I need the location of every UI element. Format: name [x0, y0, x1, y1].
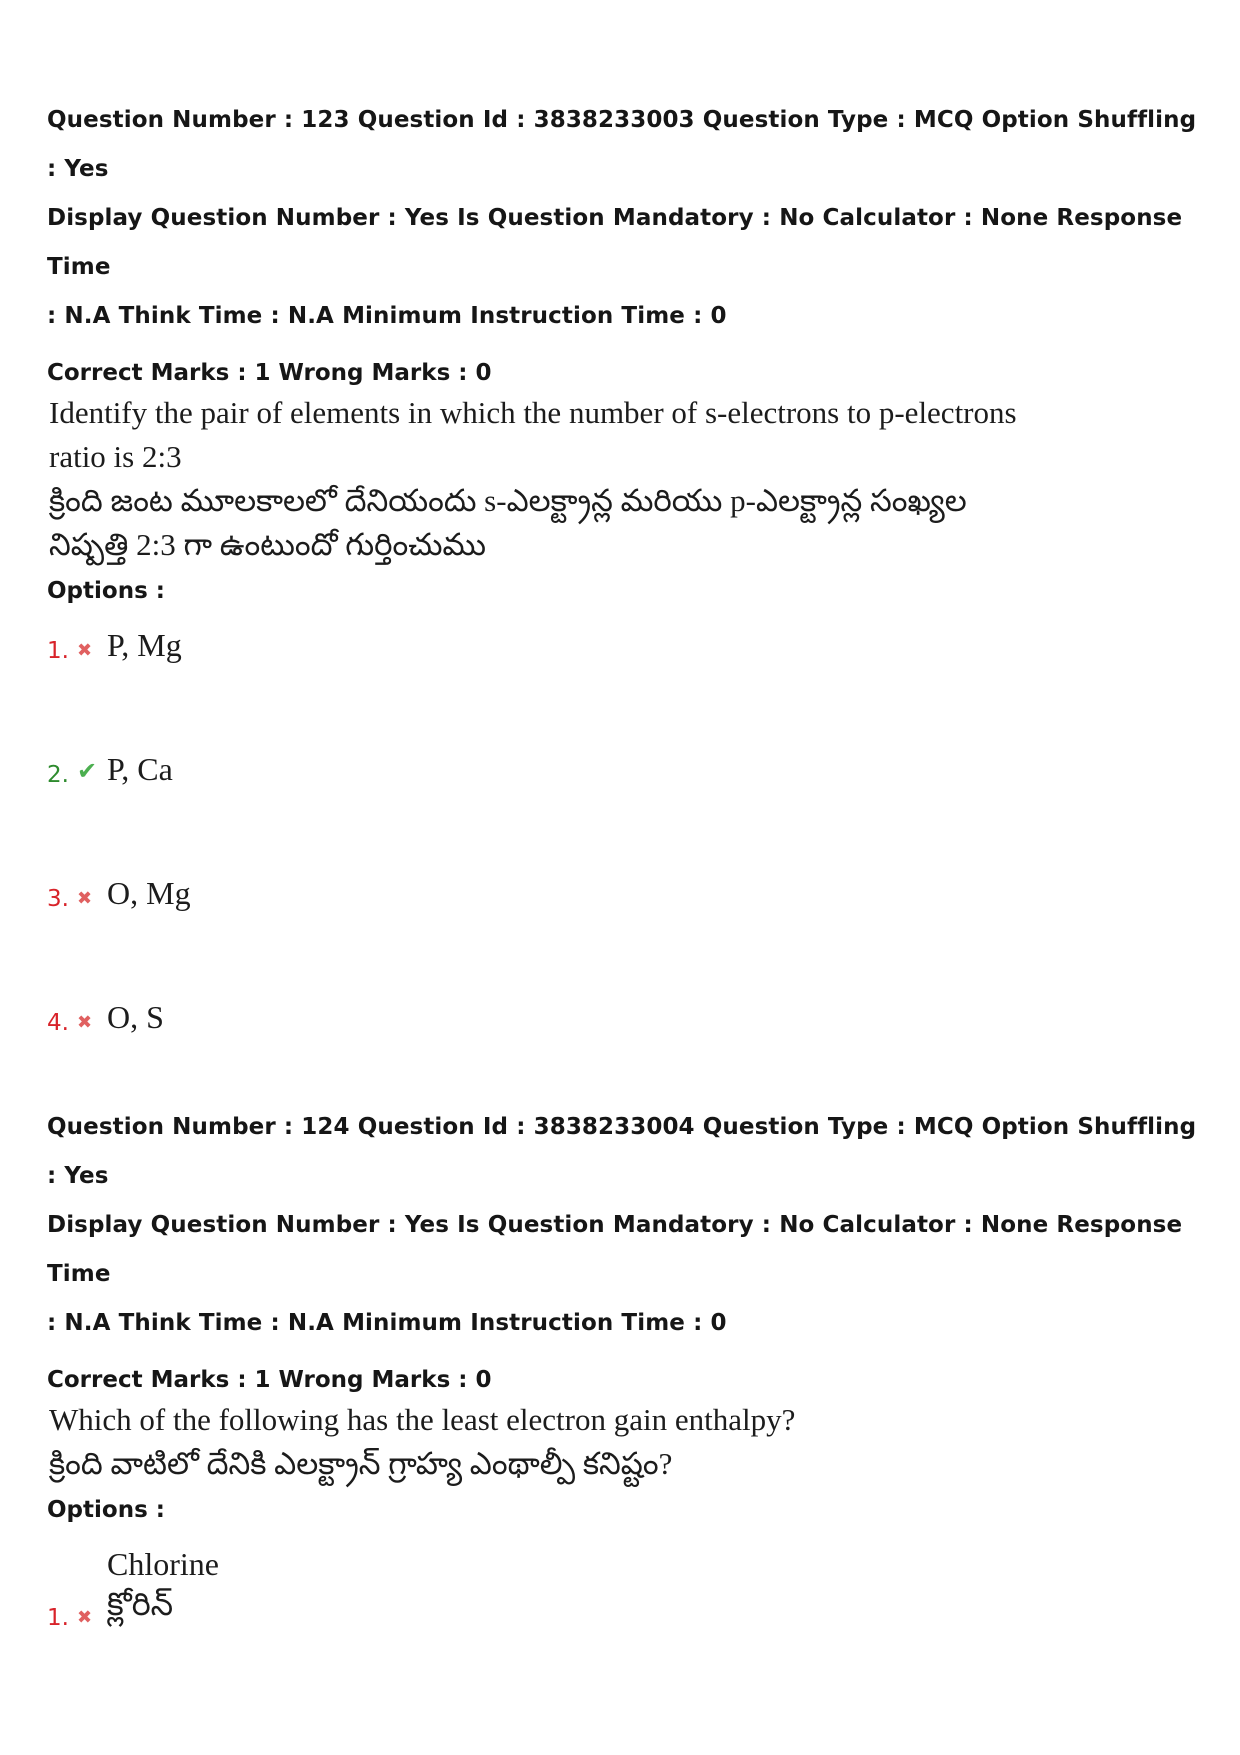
option-number: 3. — [47, 886, 69, 912]
option-2 — [47, 749, 1207, 873]
option-text — [107, 997, 164, 1037]
option-number: 1. — [47, 1605, 69, 1631]
meta-line: : N.A Think Time : N.A Minimum Instruction Time : 0 — [47, 1310, 727, 1336]
option-text — [107, 749, 173, 789]
cross-icon: ✖ — [77, 1012, 93, 1033]
marks-line: Correct Marks : 1 Wrong Marks : 0 — [47, 360, 492, 386]
question-meta — [47, 1103, 1207, 1348]
cross-icon: ✖ — [77, 888, 93, 909]
option-1 — [47, 1544, 1207, 1654]
option-text — [107, 873, 191, 913]
option-number: 2. — [47, 762, 69, 788]
question-123 — [47, 96, 1207, 1121]
question-text — [49, 391, 1207, 567]
question-text — [49, 1398, 1207, 1486]
cross-icon: ✖ — [77, 640, 93, 661]
option-number: 1. — [47, 638, 69, 664]
option-text-line: P, Ca — [107, 751, 173, 787]
check-icon: ✔ — [77, 757, 98, 785]
option-text-line: Chlorine — [107, 1546, 219, 1582]
marks-line: Correct Marks : 1 Wrong Marks : 0 — [47, 1367, 492, 1393]
meta-line: Display Question Number : Yes Is Question Mandatory : No Calculator : None Response Time — [47, 1212, 1183, 1287]
meta-line: Question Number : 123 Question Id : 3838233003 Question Type : MCQ Option Shuffling : Yes — [47, 107, 1197, 182]
meta-line: Display Question Number : Yes Is Question Mandatory : No Calculator : None Response Time — [47, 205, 1183, 280]
question-meta — [47, 96, 1207, 341]
option-3 — [47, 873, 1207, 997]
option-text — [107, 625, 182, 665]
option-number: 4. — [47, 1010, 69, 1036]
option-text-line: క్లోరిన్ — [107, 1586, 174, 1622]
options-label: Options : — [47, 578, 165, 604]
question-text-line: ratio is 2:3 — [49, 439, 182, 474]
option-1 — [47, 625, 1207, 749]
question-text-line: Identify the pair of elements in which the number of s-electrons to p-electrons — [49, 395, 1017, 430]
meta-line: : N.A Think Time : N.A Minimum Instruction Time : 0 — [47, 303, 727, 329]
option-text-line: O, Mg — [107, 875, 191, 911]
question-text-line: Which of the following has the least electron gain enthalpy? — [49, 1402, 796, 1437]
option-text-line: P, Mg — [107, 627, 182, 663]
cross-icon: ✖ — [77, 1607, 93, 1628]
option-text-line: O, S — [107, 999, 164, 1035]
question-text-line: నిష్పత్తి 2:3 గా ఉంటుందో గుర్తించుము — [49, 527, 487, 562]
question-124 — [47, 1103, 1207, 1654]
question-text-line: క్రింది జంట మూలకాలలో దేనియందు s-ఎలక్ట్రాన్ల మరియు p-ఎలక్ట్రాన్ల సంఖ్యల — [49, 483, 967, 518]
meta-line: Question Number : 124 Question Id : 3838233004 Question Type : MCQ Option Shuffling : Yes — [47, 1114, 1197, 1189]
question-text-line: క్రింది వాటిలో దేనికి ఎలక్ట్రాన్ గ్రాహ్య ఎంథాల్పీ కనిష్టం? — [49, 1446, 673, 1481]
options-label: Options : — [47, 1497, 165, 1523]
option-text — [107, 1544, 219, 1624]
